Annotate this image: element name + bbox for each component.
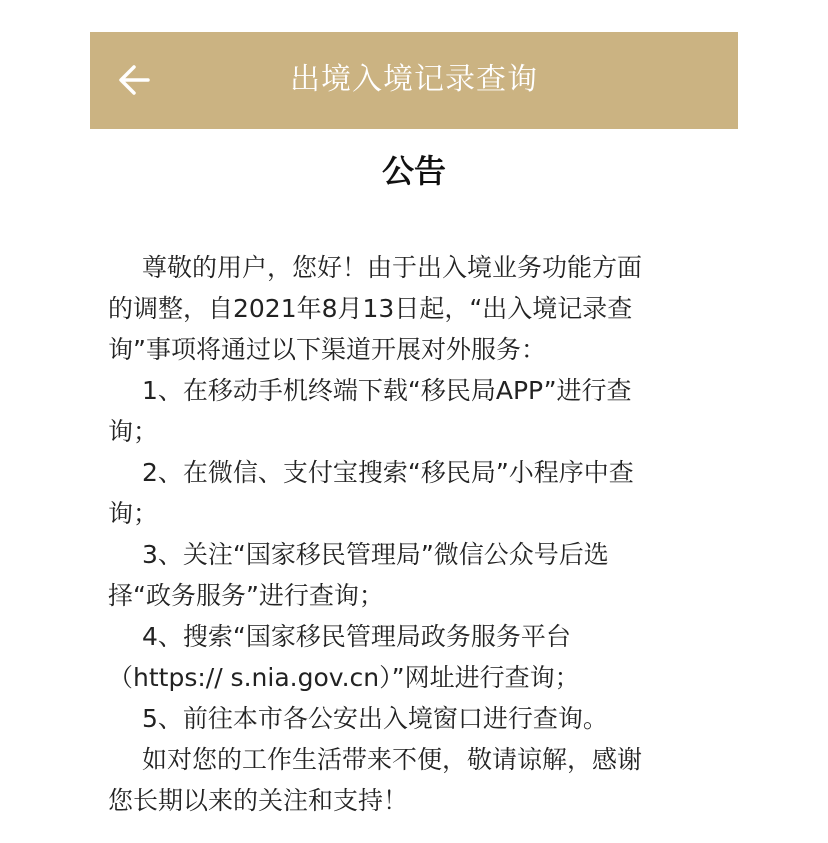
notice-line: 如对您的工作生活带来不便，敬请谅解，感谢 <box>142 745 643 774</box>
notice-line: 尊敬的用户，您好！由于出入境业务功能方面 <box>142 253 643 282</box>
notice-line: 2、在微信、支付宝搜索“移民局”小程序中查 <box>142 458 634 487</box>
notice-line: 询”事项将通过以下渠道开展对外服务： <box>108 335 546 364</box>
notice-title: 公告 <box>381 152 446 190</box>
notice-line: 择“政务服务”进行查询； <box>108 581 384 610</box>
page-title: 出境入境记录查询 <box>290 62 538 97</box>
notice-line: 1、在移动手机终端下载“移民局APP”进行查 <box>142 376 632 405</box>
notice-line: 询； <box>108 499 159 528</box>
notice-content <box>90 129 738 843</box>
notice-line: 4、搜索“国家移民管理局政务服务平台 <box>142 622 571 651</box>
app-header <box>90 32 738 129</box>
notice-line: 3、关注“国家移民管理局”微信公众号后选 <box>142 540 609 569</box>
notice-body <box>108 247 728 821</box>
notice-line: 询； <box>108 417 159 446</box>
notice-line: （https:// s.nia.gov.cn）”网址进行查询； <box>108 663 580 692</box>
notice-line: 您长期以来的关注和支持！ <box>108 786 409 815</box>
notice-line: 5、前往本市各公安出入境窗口进行查询。 <box>142 704 608 733</box>
notice-line: 的调整，自2021年8月13日起，“出入境记录查 <box>108 294 633 323</box>
